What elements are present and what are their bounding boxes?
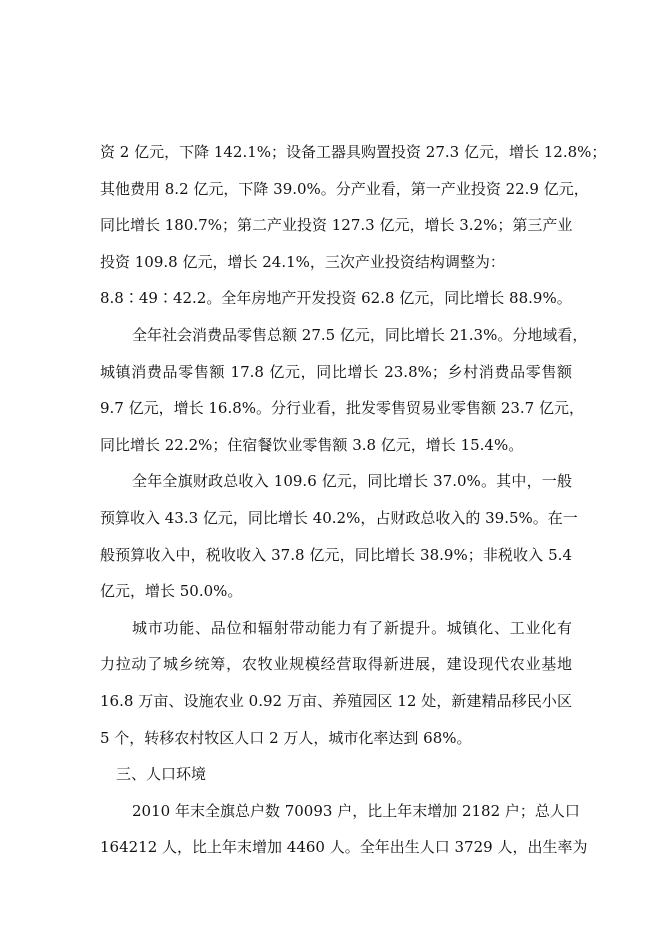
text-line: 5 个，转移农村牧区人口 2 万人，城市化率达到 68%。 [100, 728, 472, 747]
text-line: 般预算收入中，税收收入 37.8 亿元，同比增长 38.9%；非税收入 5.4 [100, 545, 572, 564]
text-line: 全年全旗财政总收入 109.6 亿元，同比增长 37.0%。其中，一般 [132, 472, 572, 491]
text-line: 亿元，增长 50.0%。 [100, 582, 243, 601]
text-line: 城市功能、品位和辐射带动能力有了新提升。城镇化、工业化有 [132, 618, 572, 637]
text-line: 同比增长 22.2%；住宿餐饮业零售额 3.8 亿元，增长 15.4%。 [100, 435, 524, 454]
paragraph-fiscal [100, 463, 578, 609]
text-line: 其他费用 8.2 亿元，下降 39.0%。分产业看，第一产业投资 22.9 亿元， [100, 179, 589, 198]
paragraph-retail [100, 317, 588, 463]
text-line: 9.7 亿元，增长 16.8%。分行业看，批发零售贸易业零售额 23.7 亿元， [100, 399, 584, 418]
text-line: 8.8∶49∶42.2。全年房地产开发投资 62.8 亿元，同比增长 88.9%。 [100, 289, 572, 308]
paragraph-population [100, 793, 588, 866]
section-heading-text: 三、人口环境 [116, 765, 207, 784]
text-line: 预算收入 43.3 亿元，同比增长 40.2%，占财政总收入的 39.5%。在一 [100, 508, 578, 527]
text-line: 城镇消费品零售额 17.8 亿元，同比增长 23.8%；乡村消费品零售额 [100, 362, 572, 381]
document-body [100, 134, 607, 866]
text-line: 力拉动了城乡统筹，农牧业规模经营取得新进展，建设现代农业基地 [100, 655, 572, 674]
text-line: 全年社会消费品零售总额 27.5 亿元，同比增长 21.3%。分地域看， [132, 325, 588, 344]
text-line: 投资 109.8 亿元，增长 24.1%，三次产业投资结构调整为： [100, 252, 505, 271]
text-line: 同比增长 180.7%；第二产业投资 127.3 亿元，增长 3.2%；第三产业 [100, 216, 573, 235]
text-line: 2010 年末全旗总户数 70093 户，比上年末增加 2182 户；总人口 [132, 801, 580, 820]
text-line: 164212 人，比上年末增加 4460 人。全年出生人口 3729 人，出生率为 [100, 838, 588, 857]
section-heading [100, 756, 572, 793]
paragraph-urban [100, 610, 572, 756]
text-line: 16.8 万亩、设施农业 0.92 万亩、养殖园区 12 处，新建精品移民小区 [100, 691, 572, 710]
paragraph-investment [100, 134, 607, 317]
text-line: 资 2 亿元，下降 142.1%；设备工器具购置投资 27.3 亿元，增长 12.8%； [100, 143, 607, 161]
